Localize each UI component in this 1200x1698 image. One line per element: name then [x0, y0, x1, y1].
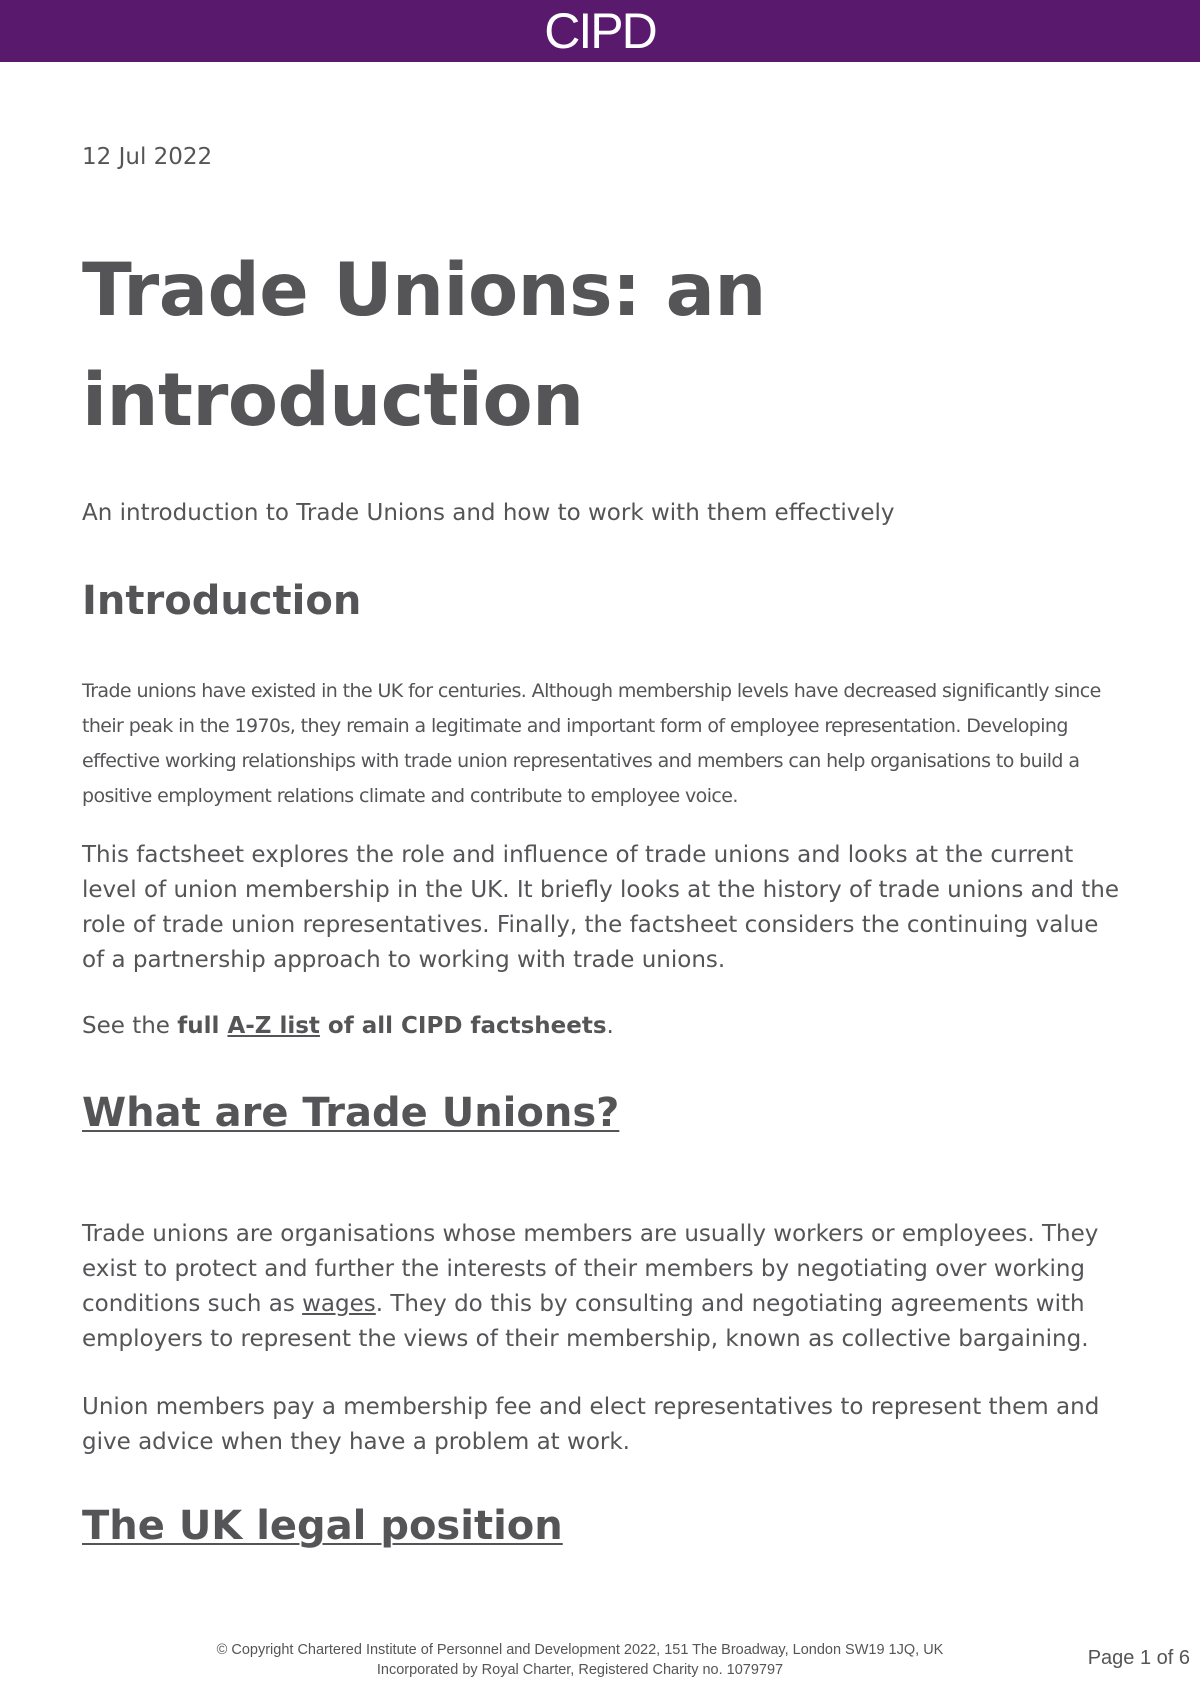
publish-date: 12 Jul 2022: [82, 144, 213, 170]
see-full: full: [177, 1013, 228, 1039]
see-period: .: [606, 1013, 614, 1039]
introduction-heading: Introduction: [82, 578, 362, 624]
what-are-trade-unions-heading[interactable]: What are Trade Unions?: [82, 1090, 620, 1136]
intro-paragraph: Trade unions have existed in the UK for centuries. Although membership levels have decreased significantly since their peak in the 1970s, they remain a legitimate and important form of employee representation. Developing effective working relationships with trade union representatives and members can help organisations to build a positive employment relations climate and contribute to employee voice.: [82, 680, 1101, 807]
a-z-list-link[interactable]: A-Z list: [227, 1013, 320, 1039]
what-paragraph-1: [82, 1217, 1122, 1357]
factsheet-paragraph: This factsheet explores the role and influence of trade unions and looks at the current level of union membership in the UK. It briefly looks at the history of trade unions and the role of trade union representatives. Finally, the factsheet considers the continuing value of a partnership approach to working with trade unions.: [82, 842, 1119, 973]
page-title: [82, 236, 766, 456]
page-subtitle: An introduction to Trade Unions and how to work with them effectively: [82, 500, 895, 526]
see-suffix: of all CIPD factsheets: [319, 1013, 607, 1039]
title-line-1: Trade Unions: an: [82, 248, 766, 333]
copyright-line-2: Incorporated by Royal Charter, Registered Charity no. 1079797: [376, 1662, 784, 1678]
uk-legal-position-heading[interactable]: The UK legal position: [82, 1503, 563, 1549]
copyright-notice: [155, 1640, 1005, 1680]
see-prefix: See the: [82, 1013, 178, 1039]
see-all-factsheets: [82, 1009, 1122, 1044]
what-paragraph-2: Union members pay a membership fee and elect representatives to represent them and give advice when they have a problem at work.: [82, 1394, 1100, 1455]
title-line-2: introduction: [82, 358, 584, 443]
wages-link[interactable]: wages: [302, 1291, 376, 1317]
what-p1-start: Trade unions are organisations whose members are usually workers or employees. They exist to protect and further the interests of their members by negotiating over working conditions such as: [82, 1221, 1099, 1317]
copyright-line-1: © Copyright Chartered Institute of Personnel and Development 2022, 151 The Broadway, London SW19 1JQ, UK: [216, 1642, 944, 1658]
cipd-logo: CIPD: [544, 3, 656, 59]
what-p1-end: . They do this by consulting and negotiating agreements with employers to represent the views of their membership, known as collective bargaining.: [82, 1291, 1089, 1352]
page-number: Page 1 of 6: [1087, 1647, 1190, 1669]
